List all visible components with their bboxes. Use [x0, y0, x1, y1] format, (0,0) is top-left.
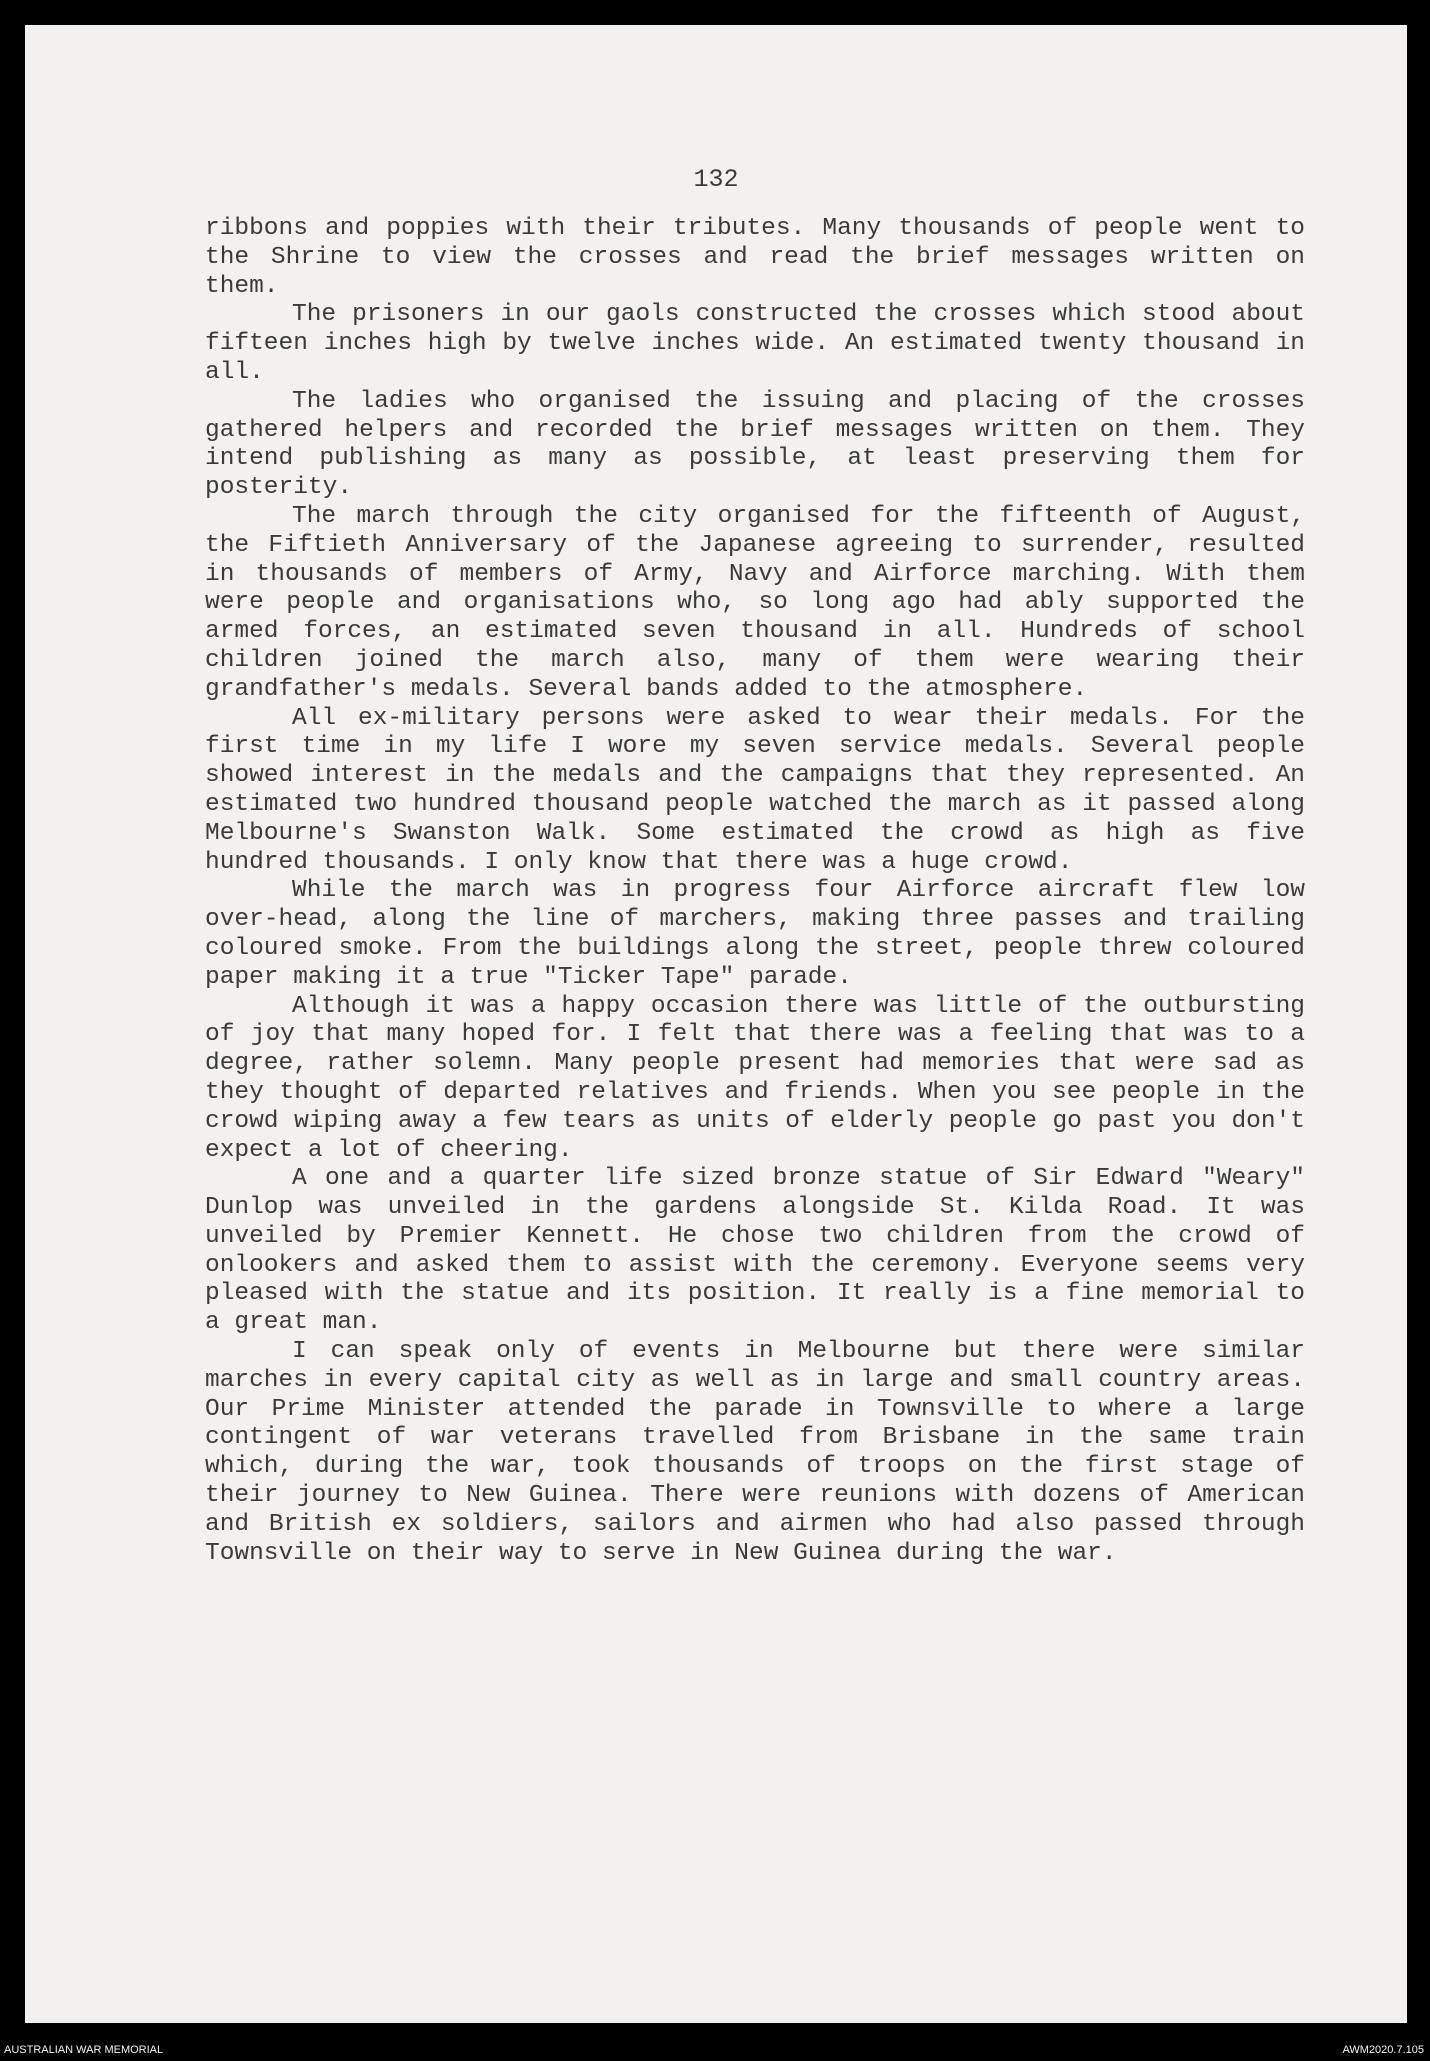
footer-bar [0, 2041, 1430, 2061]
paragraph: The march through the city organised for the fifteenth of August, the Fiftieth Anniversary of the Japanese agreeing to surrender, resulted in thousands of members of Army, Navy and Airforce marching. With them were people and organisations who, so long ago had ably supported the armed forces, an estimated seven thousand in all. Hundreds of school children joined the march also, many of them were wearing their grandfather's medals. Several bands added to the atmosphere. [205, 502, 1305, 703]
paragraph: While the march was in progress four Airforce aircraft flew low over-head, along the line of marchers, making three passes and trailing coloured smoke. From the buildings along the street, people threw coloured paper making it a true "Ticker Tape" parade. [205, 877, 1305, 991]
body-text [205, 215, 1305, 1568]
footer-accession-number: AWM2020.7.105 [1342, 2044, 1424, 2056]
document-page [25, 25, 1407, 2023]
paragraph: Although it was a happy occasion there was little of the outbursting of joy that many hoped for. I felt that there was a feeling that was to a degree, rather solemn. Many people present had memories that were sad as they thought of departed relatives and friends. When you see people in the crowd wiping away a few tears as units of elderly people go past you don't expect a lot of cheering. [205, 992, 1305, 1164]
paragraph: ribbons and poppies with their tributes. Many thousands of people went to the Shrine to view the crosses and read the brief messages written on them. [205, 215, 1305, 300]
paragraph: I can speak only of events in Melbourne but there were similar marches in every capital city as well as in large and small country areas. Our Prime Minister attended the parade in Townsville to where a large contingent of war veterans travelled from Brisbane in the same train which, during the war, took thousands of troops on the first stage of their journey to New Guinea. There were reunions with dozens of American and British ex soldiers, sailors and airmen who had also passed through Townsville on their way to serve in New Guinea during the war. [205, 1338, 1305, 1567]
paragraph: All ex-military persons were asked to wear their medals. For the first time in my life I wore my seven service medals. Several people showed interest in the medals and the campaigns that they represented. An estimated two hundred thousand people watched the march as it passed along Melbourne's Swanston Walk. Some estimated the crowd as high as five hundred thousands. I only know that there was a huge crowd. [205, 704, 1305, 876]
page-number: 132 [693, 165, 739, 194]
paragraph: A one and a quarter life sized bronze statue of Sir Edward "Weary" Dunlop was unveiled in the gardens alongside St. Kilda Road. It was unveiled by Premier Kennett. He chose two children from the crowd of onlookers and asked them to assist with the ceremony. Everyone seems very pleased with the statue and its position. It really is a fine memorial to a great man. [205, 1165, 1305, 1337]
paragraph: The ladies who organised the issuing and placing of the crosses gathered helpers and recorded the brief messages written on them. They intend publishing as many as possible, at least preserving them for posterity. [205, 387, 1305, 502]
paragraph: The prisoners in our gaols constructed the crosses which stood about fifteen inches high by twelve inches wide. An estimated twenty thousand in all. [205, 301, 1305, 386]
footer-source: AUSTRALIAN WAR MEMORIAL [4, 2044, 164, 2056]
